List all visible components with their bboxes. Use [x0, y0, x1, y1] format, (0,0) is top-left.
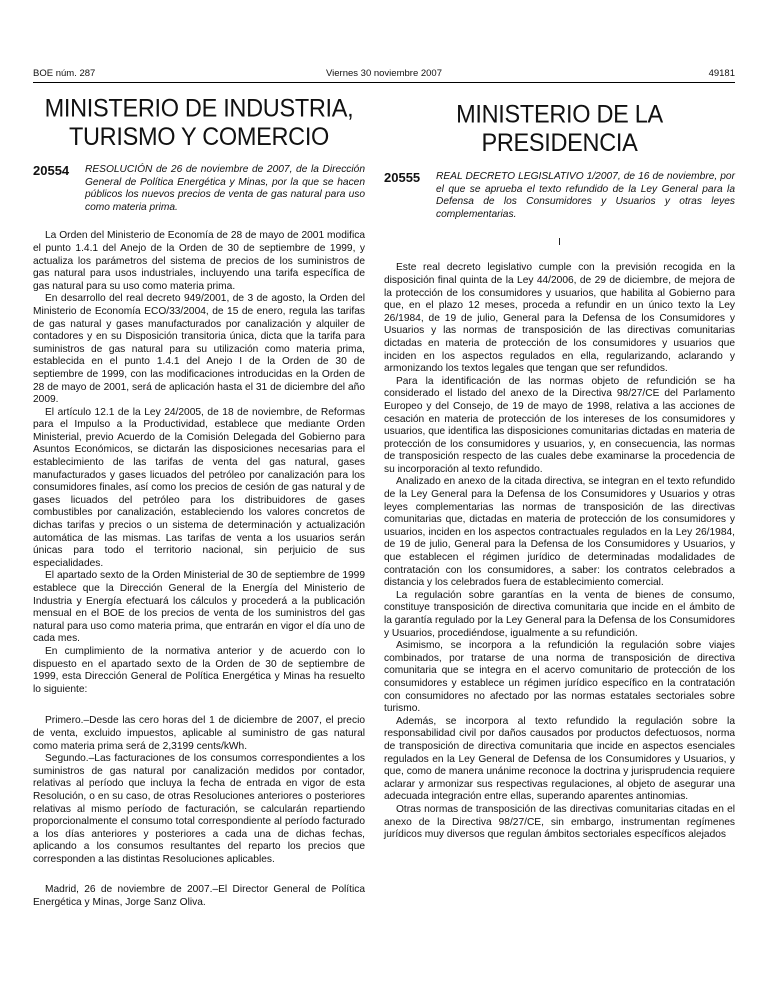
- ministry-heading-presidencia: MINISTERIO DE LA PRESIDENCIA: [456, 100, 663, 157]
- paragraph: Además, se incorpora al texto refundido la regulación sobre la responsabilidad civil por daños causados por productos defectuosos, norma de transposición de directiva comunitaria que incide en aspectos esenciales regulados en la Ley General de Defensa de los Consumidores y Usuarios, y que, como de manera unánime reconoce la doctrina y jurisprudencia requiere aclarar y armonizar sus respectivas regulaciones, al objeto de asegurar una adecuada integración entre ellas, superando aparentes antinomias.: [384, 715, 735, 803]
- resolution-paragraph: Primero.–Desde las cero horas del 1 de diciembre de 2007, el precio de venta, excluido impuestos, aplicable al suministro de gas natural como materia prima será de 2,3199 cents/kWh.: [33, 715, 365, 752]
- entry-number: 20554: [33, 163, 70, 178]
- paragraph: Este real decreto legislativo cumple con la previsión recogida en la disposición final quinta de la Ley 44/2006, de 29 de diciembre, de mejora de la protección de los consumidores y usuarios, que habilita al Gobierno para que, en el plazo 12 meses, proceda a refundir en un único texto la Ley 26/1984, de 19 de julio, General para la Defensa de los Consumidores y Usuarios y las normas de transposición de las directivas comunitarias dictadas en materia de protección de los consumidores y usuarios que inciden en los aspectos regulados en ella, regularizando, aclarando y armonizando los textos legales que tengan que ser refundidos.: [384, 262, 735, 375]
- paragraph: El apartado sexto de la Orden Ministerial de 30 de septiembre de 1999 establece que la Dirección General de la Energía del Ministerio de Industria y Energía efectuará los cálculos y procederá a la publicación mensual en el BOE de los precios de venta de los suministros del gas natural para uso como materia prima, que entrarán en vigor el día uno de cada mes.: [33, 570, 365, 645]
- paragraph: La regulación sobre garantías en la venta de bienes de consumo, constituye transposición de directiva comunitaria que incide en el ámbito de la garantía regulado por la Ley General para la Defensa de los Consumidores y Usuarios, procediéndose, igualmente a su refundición.: [384, 589, 735, 639]
- entry-20555: [384, 171, 735, 221]
- entry-title: RESOLUCIÓN de 26 de noviembre de 2007, de la Dirección General de Política Energética y Minas, por la que se hacen públicos los nuevos precios de venta de gas natural para uso como materia prima.: [85, 164, 365, 213]
- journal-issue: BOE núm. 287: [33, 68, 96, 79]
- signature: Madrid, 26 de noviembre de 2007.–El Director General de Política Energética y Minas, Jorge Sanz Oliva.: [33, 884, 365, 909]
- paragraph: Analizado en anexo de la citada directiva, se integran en el texto refundido de la Ley General para la Defensa de los Consumidores y Usuarios y otras leyes complementarias las normas de transposición de las directivas comunitarias que, dictadas en materia de protección de los consumidores y usuarios, inciden en los aspectos contractuales regulados en la Ley 26/1984, de 19 de julio, General para la Defensa de los Consumidores y Usuarios, y que establecen el régimen jurídico de determinadas modalidades de contratación con los consumidores, a saber: los contratos celebrados a distancia y los celebrados fuera de establecimiento comercial.: [384, 476, 735, 589]
- right-column: [384, 96, 735, 842]
- ministry-heading-industria: MINISTERIO DE INDUSTRIA, TURISMO Y COMERCIO: [44, 94, 354, 151]
- resolution-paragraph: Segundo.–Las facturaciones de los consumos correspondientes a los suministros de gas natural por canalización medidos por contador, relativas al período que incluya la fecha de entrada en vigor de esta Resolución, o en su caso, de otras Resoluciones anteriores o posteriores relativas al mismo período de facturación, se calcularán repartiendo proporcionalmente el consumo total correspondiente al período facturado a los días anteriores y posteriores a cada una de dichas fechas, aplicando a los consumos resultantes del reparto los precios que corresponden a las distintas Resoluciones aplicables.: [33, 753, 365, 865]
- paragraph: Otras normas de transposición de las directivas comunitarias citadas en el anexo de la Directiva 98/27/CE, sin embargo, instrumentan regímenes jurídicos muy diversos que regulan ámbitos sectoriales específicos alejados: [384, 803, 735, 841]
- paragraph: La Orden del Ministerio de Economía de 28 de mayo de 2001 modifica el punto 1.4.1 del Anejo de la Orden de 30 de septiembre de 1999, y actualiza los parámetros del sistema de precios de los suministros de gas natural para usos industriales, incluyendo una tarifa específica de gas natural para su uso como materia prima.: [33, 230, 365, 292]
- section-number: I: [558, 237, 561, 249]
- paragraph: Asimismo, se incorpora a la refundición la regulación sobre viajes combinados, por tratarse de una norma de transposición de directiva comunitaria que se integra en el acervo comunitario de protección de los consumidores y establece un régimen jurídico específico en la contratación con consumidores no afectado por las normas estatales sectoriales sobre turismo.: [384, 640, 735, 715]
- publication-date: Viernes 30 noviembre 2007: [325, 68, 442, 79]
- paragraph: En cumplimiento de la normativa anterior y de acuerdo con lo dispuesto en el apartado sexto de la Orden de 30 de septiembre de 1999, esta Dirección General de Política Energética y Minas ha resuelto lo siguiente:: [33, 645, 365, 695]
- entry-body: [384, 262, 735, 841]
- entry-number: 20555: [384, 170, 421, 185]
- paragraph: El artículo 12.1 de la Ley 24/2005, de 18 de noviembre, de Reformas para el Impulso a la Productividad, establece que mediante Orden Ministerial, previo Acuerdo de la Comisión Delegada del Gobierno para Asuntos Económicos, se dictarán las disposiciones necesarias para el establecimiento de las tarifas de venta del gas natural, gases manufacturados y gases licuados del petróleo por canalización para los consumidores finales, así como los precios de cesión de gas natural y de gases licuados del petróleo para los distribuidores de gases combustibles por canalización, estableciendo los valores concretos de dichas tarifas y precios o un sistema de determinación y actualización automática de las mismas. Las tarifas de venta a los usuarios serán únicas para todo el territorio nacional, sin perjuicio de sus especialidades.: [33, 406, 365, 569]
- page-number: 49181: [708, 68, 735, 79]
- entry-20554: [33, 164, 365, 214]
- entry-title: REAL DECRETO LEGISLATIVO 1/2007, de 16 de noviembre, por el que se aprueba el texto refundido de la Ley General para la Defensa de los Consumidores y Usuarios y otras leyes complementarias.: [436, 171, 735, 220]
- page-header: [33, 68, 735, 82]
- paragraph: Para la identificación de las normas objeto de refundición se ha considerado el listado del anexo de la Directiva 98/27/CE del Parlamento Europeo y del Consejo, de 19 de mayo de 1998, relativa a las acciones de cesación en materia de protección de los intereses de los consumidores y usuarios, que identifica las disposiciones comunitarias dictadas en materia de protección de los consumidores y usuarios, y, en consecuencia, las normas de transposición respecto de las cuales debe examinarse la procedencia de su incorporación al texto refundido.: [384, 375, 735, 475]
- header-rule: [33, 82, 735, 83]
- entry-body: [33, 230, 365, 909]
- left-column: [33, 96, 365, 910]
- paragraph: En desarrollo del real decreto 949/2001, de 3 de agosto, la Orden del Ministerio de Economía ECO/33/2004, de 15 de enero, regula las tarifas de gas natural y gases manufacturados por canalización y alquiler de contadores y en su Disposición transitoria única, dicta que la tarifa para suministros de gas natural para su utilización como materia prima, establecida en el punto 1.4.1 del Anejo I de la Orden de 30 de septiembre de 1999, con las modificaciones introducidas en la Orden de 28 de mayo de 2001, será de aplicación hasta el 31 de diciembre del año 2009.: [33, 293, 365, 406]
